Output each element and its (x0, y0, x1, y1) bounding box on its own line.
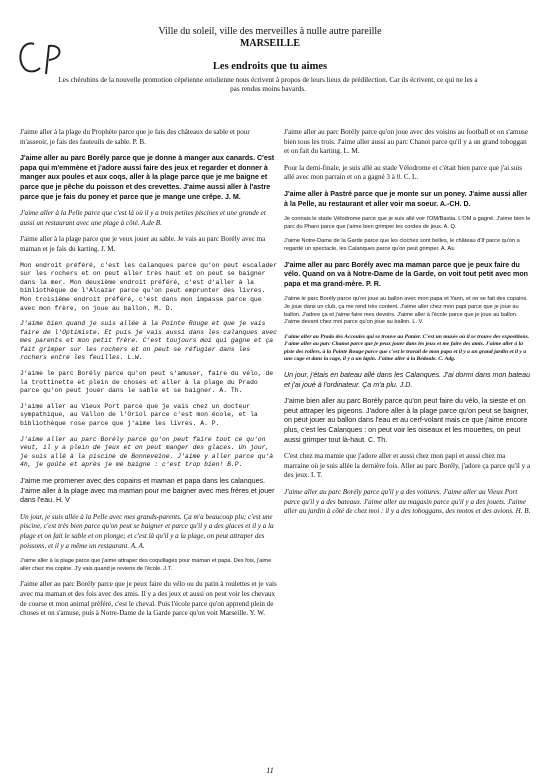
testimony: Un jour, je suis allée à la Pelle avec mes grands-parents. Ça m'a beaucoup plu; c'est une piscine, c'est très bien parce qu'on peut se baigner et parce qu'il y a des glaces et il y a la plage et on fait le sable et on plonge; et c'est là qu'il y a la plage, on peut attraper des poissons, et il y a même un restaurant. A. A. (20, 512, 274, 550)
testimony: J'aime me promener avec des copains et maman et papa dans les calanques. J'aime aller à la plage avec ma maman pour me baigner avec mes frères et jouer dans l'eau. H. V (20, 477, 275, 505)
header-city: MARSEILLE (239, 38, 300, 49)
testimony: J'aime aller au parc Borély parce qu'on joue avec des voisins au football et on s'amuse bien tous les trois. J'aime aller aussi au parc Chanot parce qu'il y a un grand toboggan et on fait du karting. L. M. (284, 128, 528, 156)
testimony: J'aime Notre-Dame de la Garde parce que les cloches sont belles, le château d'If parce qu'on a regardé un spectacle, les Calanques parce qu'on peut grimper. A. As. (284, 238, 520, 252)
testimony: J'aime aller à Pastré parce que je monte sur un poney. J'aime aussi aller à la Pelle, au restaurant et aller voir ma soeur. A.-CH. D. (284, 189, 527, 208)
testimony: Mon endroit préféré, c'est les calanques parce qu'on peut escalader sur les rochers et on peut aller très haut et on peut se baigner dans la mer. Mon deuxième endroit préféré, c'est d'aller à la bibliothèque de l'Alcazar parce qu'on peut emprunter des livres. Mon troisième endroit préféré, c'est dans mon impasse parce que avec mon frère, on joue au ballon. M. D. (20, 261, 277, 312)
testimony: J'aime aller à la plage du Prophète parce que je fais des châteaux de sable et pour m'asseoir, je fais des fauteuils de sable. P. B. (20, 128, 250, 146)
testimony: J'aime aller au parc Borély avec ma maman parce que je peux faire du vélo. Quand on va à Notre-Dame de la Garde, on voit tout petit avec mon papa et ma grand-mère. P. R. (284, 260, 528, 288)
page-number: 11 (266, 766, 274, 775)
testimony: J'aime aller au Prado des Accoules qui se trouve au Panier. C'est un musée où il se trouve des expositions. J'aime aller au parc Chanot parce que je peux jouer dans les jeux et me faire des amis. J'aime aller à la piste des rollers, à la Pointe Rouge parce que c'est le travail de mon papa et il y a un grand jardin et il y a une cage et dans la cage, il y a un lapin. J'aime aller à la Bédoule. C. Adg. (284, 333, 530, 363)
testimony: J'aime aller au Vieux Port parce que je vais chez un docteur sympathique, au Vallon de l'Oriol parce c'est mon école, et la bibliothèque rose parce que j'aime les livres. A. P. (20, 402, 258, 428)
testimony: J'aime aller à la plage parce que je veux jouer au sable. Je vais au parc Borély avec ma maman et je fais du karting. J. M. (20, 235, 266, 253)
testimony: J'aime le parc Borély parce qu'on peut s'amuser, faire du vélo, de la trottinette et plein de choses et aller à la plage du Prado parce qu'on peut jouer dans le sable et se baigner. A. Th. (20, 370, 274, 395)
testimony: Un jour, j'étais en bateau allé dans les Calanques. J'ai dormi dans mon bateau et j'ai joué à l'ordinateur. Ça m'a plu. J.D. (284, 371, 531, 389)
testimony: J'aime bien quand je suis allée à la Pointe Rouge et que je vais faire de l'Optimiste. Et puis je vais aussi dans les calanques avec mes parents et mon petit frère. C'est toujours moi qui gagne et ça fait grimper sur les rochers et on peut se réfugier dans les rochers entre les feuilles. L.W. (20, 320, 277, 362)
testimony: J'aime aller au parc Borély parce qu'on peut faire tout ce qu'on veut, il y a plein de jeux et on peut manger des glaces. Un jour, je suis allé à la piscine de Bonneveine. J'aime y aller parce qu'à 4h, je goûte et après je me baigne : c'est trop bien! B.P. (20, 435, 274, 469)
testimony: J'aime bien aller au parc Borély parce qu'on peut faire du vélo, la sieste et on peut attraper les pigeons. J'adore aller à la plage parce qu'on peut se baigner, on peut jouer au ballon dans l'eau et au cerf-volant mais ce que j'aime encore plus, c'est les Calanques : on peut voir les oiseaux et les mouettes, on peut aussi grimper tout là-haut. C. Th. (284, 397, 529, 444)
article-title: Les endroits que tu aimes (212, 61, 328, 72)
right-column (284, 128, 532, 524)
article-intro: Les chérubins de la nouvelle promotion cépéienne oriolienne nous écrivent à propos de leurs lieux de prédilection. Car ils écrivent, ce qui ne les a pas rendus moins bavards. (58, 76, 478, 93)
testimony: J'aime aller au parc Borély parce que je donne à manger aux canards. C'est papa qui m'emmène et j'adore aussi faire des jeux et regarder et donner à manger aux poules et aux coqs, aller à la plage parce que je me baigne et parce que je pêche du poisson et des crevettes. J'aime aussi aller à l'astre parce que je fais du poney et parce que je mange une crêpe. J. M. (20, 154, 275, 201)
testimony: J'aime aller au parc Borély parce qu'il y a des voitures. J'aime aller au Vieux Port parce qu'il y a des bateaux. J'aime aller au magasin parce qu'il y a des jouets. J'aime aller au jardin à côté de chez moi : il y a des toboggans, des motos et des avions. H. B. (284, 488, 531, 516)
left-column (20, 128, 278, 626)
testimony: J'aime aller à la Pelle parce que c'est là où il y a trois petites piscines et une grande et aussi un restaurant avec une plage à côté. A.de B. (20, 209, 266, 227)
testimony: J'aime le parc Borély parce qu'on joue au ballon avec mon papa et Yann, et on se fait des copains. Je joue dans un club, ça me rend très content. J'aime aller chez mon papi parce que je joue au ballon. J'adore ça et j'aime faire mes devoirs. J'aime aller à l'école parce que je joue au ballon. J'aime devant chez moi parce qu'on joue au ballon. L. V. (284, 296, 528, 326)
testimony: Je connais le stade Vélodrome parce que je suis allé voir l'OM/Bastia. L'OM a gagné. J'aime bien le parc du Pharo parce que j'aime bien grimper les cordes de jeux. A. Q. (284, 216, 531, 230)
testimony: Pour la demi-finale, je suis allé au stade Vélodrome et c'était bien parce que j'ai suis allé avec mon parrain et on a gagné 3 à 0. C. L. (284, 163, 523, 182)
testimony: J'aime aller à la plage parce que j'aime attraper des coquillages pour maman et papa. Des fois, j'aime aller chez ma copine. J'y vais quand je reviens de l'école. J.T. (20, 558, 272, 572)
header-line-1: Ville du soleil, ville des merveilles à nulle autre pareille (158, 26, 382, 37)
testimony: J'aime aller au parc Borély parce que je peux faire du vélo ou du patin à roulettes et je vais avec ma maman et des fois avec des amis. Il y a des jeux et aussi on peut voir les chevaux de course et mon animal préféré, c'est le cheval. Puis l'école parce qu'on apprend plein de choses et on s'amuse, puis à Notre-Dame de la Garde parce qu'on voit Marseille. Y. W. (20, 580, 277, 618)
testimony: C'est chez ma mamie que j'adore aller et aussi chez mon papi et aussi chez ma marraine où je suis allée la dernière fois. Aller au parc Borély, j'adore ça parce qu'il y a des jeux. I. T. (284, 452, 531, 480)
